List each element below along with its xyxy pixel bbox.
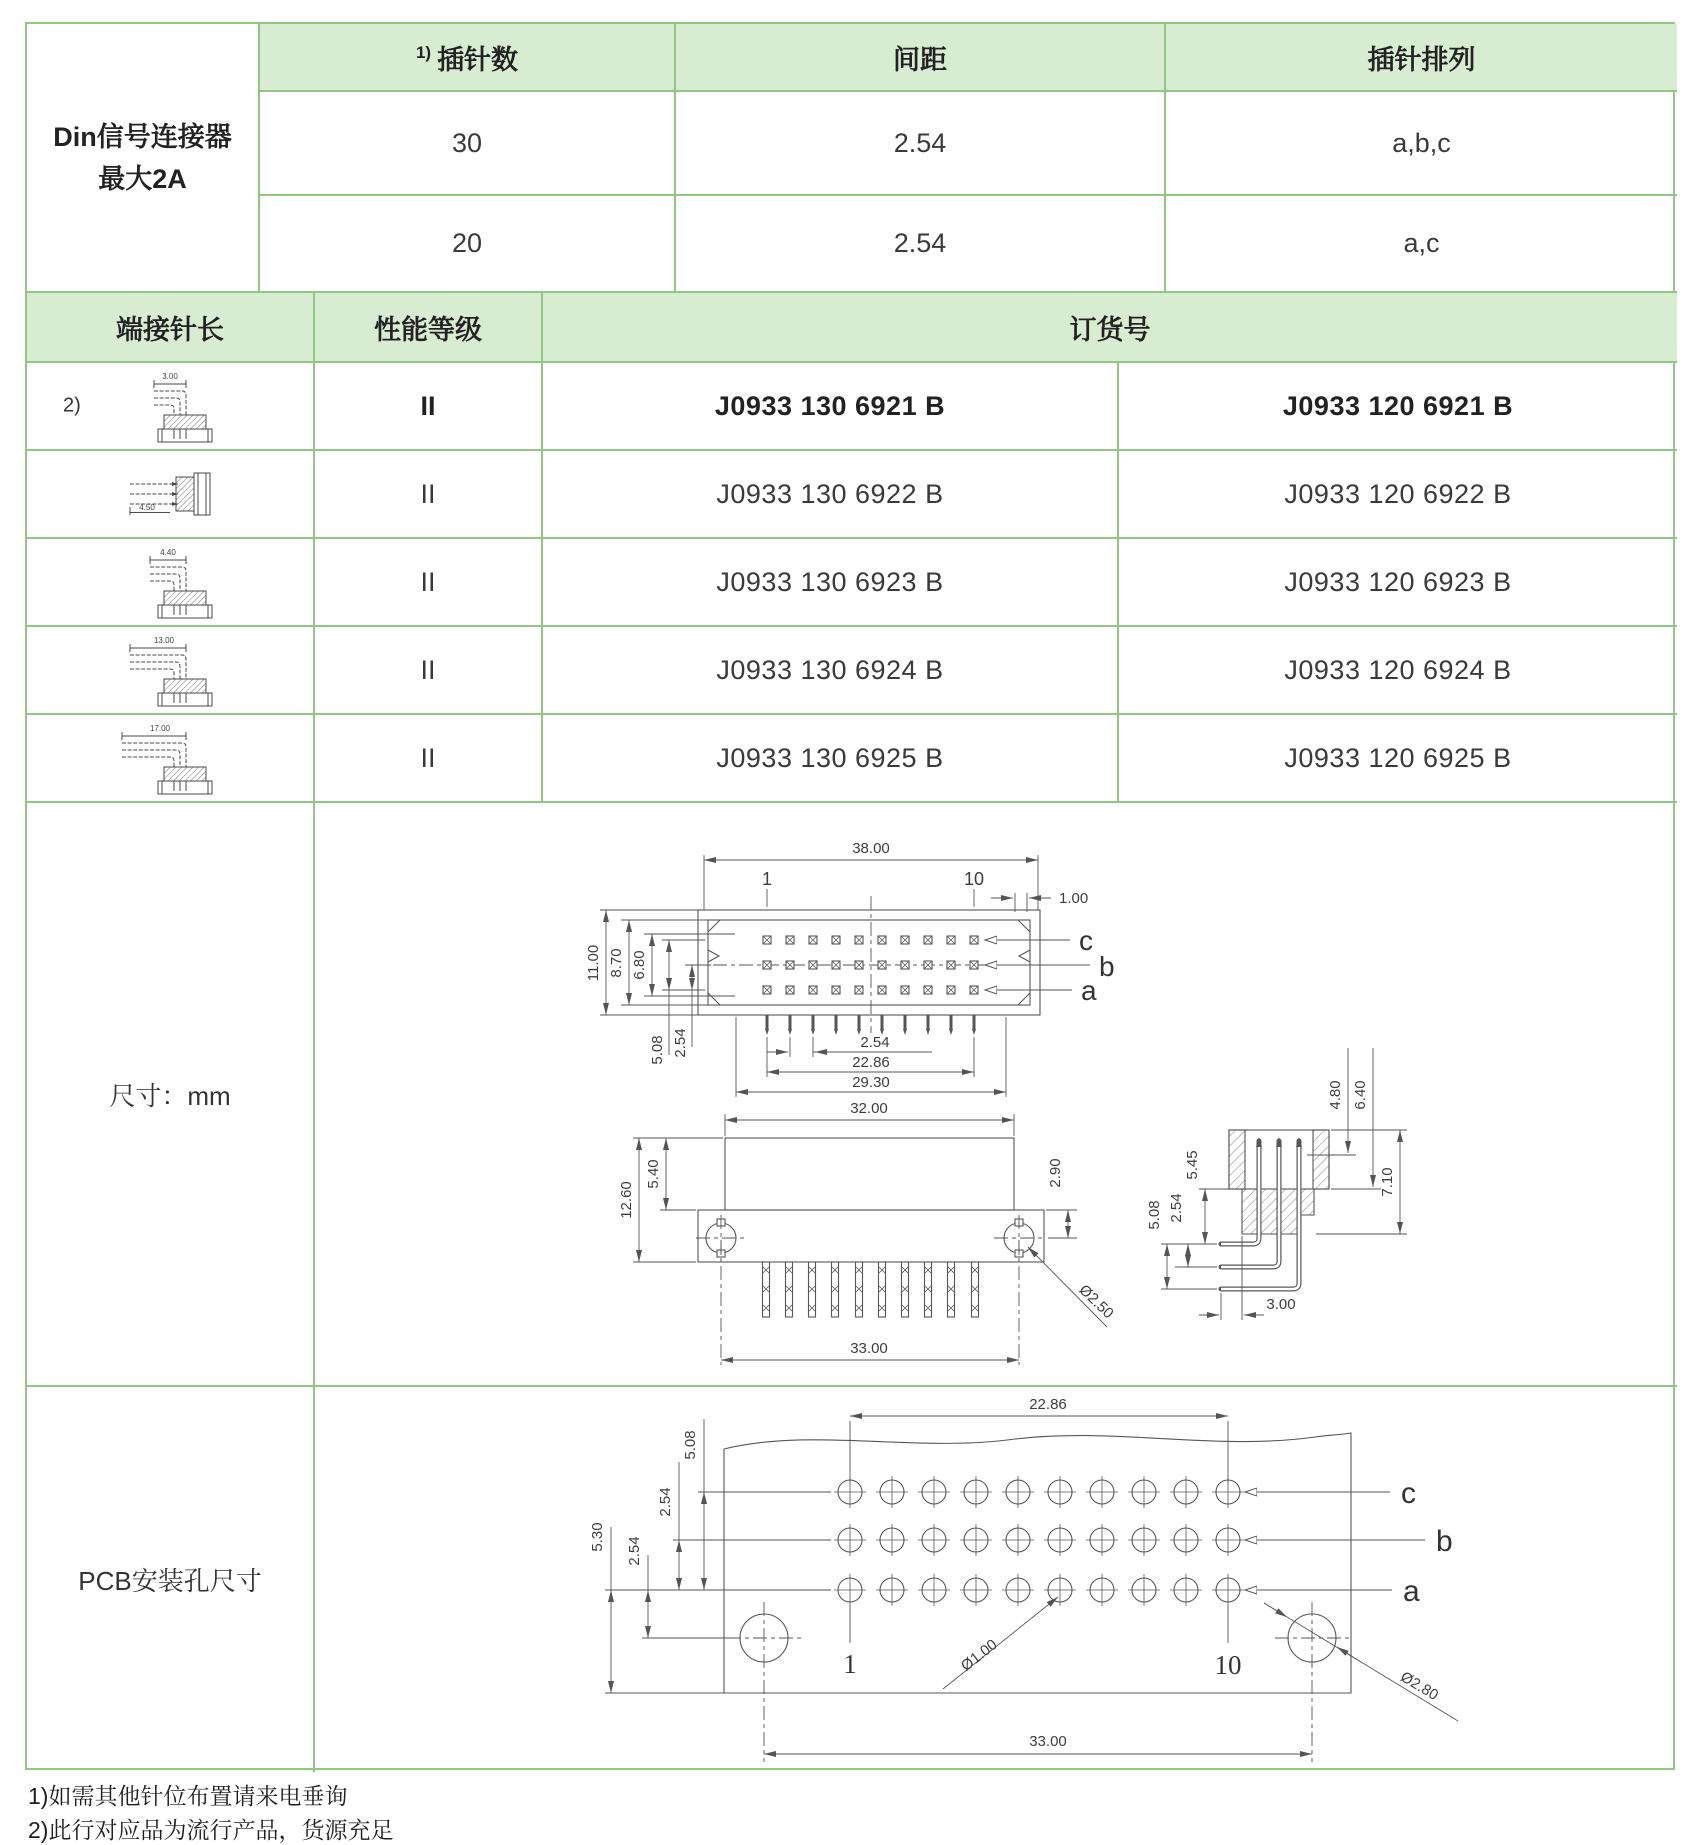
order-row-4-drawing-cell — [27, 715, 315, 803]
pcb-row-a-label: a — [1403, 1575, 1420, 1608]
pin-length-drawing-straight-4.5mm — [120, 471, 220, 517]
dim-pcb-row-pitch-2: 2.54 — [626, 1536, 643, 1566]
top-view-body — [698, 896, 1040, 1033]
dim-pitch: 2.54 — [860, 1034, 890, 1051]
order-row-2-number-20pin — [1119, 539, 1677, 627]
grade-value: II — [420, 654, 436, 685]
dim-shoulder: 5.40 — [645, 1159, 662, 1189]
dim-side-row-span: 5.08 — [1146, 1200, 1163, 1230]
dim-pcb-row-pitch-1: 2.54 — [657, 1487, 674, 1517]
order-number: J0933 120 6924 B — [1284, 654, 1512, 685]
pcb-hole-drawing — [315, 1387, 1677, 1772]
order-number: J0933 120 6925 B — [1284, 742, 1512, 773]
front-view-body — [696, 1138, 1044, 1262]
spec-row-1-arrangement — [1166, 196, 1677, 293]
dim-cavity-depth: 6.40 — [1352, 1080, 1369, 1110]
pin-length-dim: 13.00 — [153, 636, 175, 645]
header-pin-length-label: 端接针长 — [116, 314, 224, 345]
order-row-2-grade — [315, 539, 543, 627]
top-view-dimensions — [600, 855, 1090, 1097]
spec-row-0-pin-count — [260, 92, 676, 196]
grade-value: II — [420, 478, 436, 509]
header-pin-length — [27, 293, 315, 363]
pin-length-drawing-right-angle-3mm — [120, 369, 220, 443]
order-number: J0933 130 6921 B — [714, 390, 946, 421]
datasheet-table — [25, 22, 1675, 1770]
header-pitch-label: 间距 — [893, 44, 947, 75]
grade-value: II — [420, 742, 436, 773]
pcb-dimensions — [605, 1416, 1458, 1754]
order-row-2-number-30pin — [543, 539, 1119, 627]
row-b-label: b — [1099, 951, 1115, 982]
dim-pcb-hole-span: 33.00 — [1029, 1733, 1067, 1750]
header-arrangement — [1166, 24, 1677, 92]
pin-length-dim: 4.50 — [139, 503, 155, 512]
footnote-2: 2)此行对应品为流行产品，货源充足 — [28, 1817, 394, 1843]
footnote-1: 1)如需其他针位布置请来电垂询 — [28, 1783, 348, 1809]
dim-hole-dia: Ø2.50 — [1075, 1281, 1117, 1323]
arrangement-value: a,b,c — [1392, 127, 1451, 158]
dim-side-row-pitch: 2.54 — [1168, 1193, 1185, 1223]
pin-length-drawing-right-angle-17mm — [120, 721, 220, 795]
dimensions-drawing-cell — [315, 803, 1677, 1387]
pitch-value: 2.54 — [893, 127, 947, 158]
order-row-1-grade — [315, 451, 543, 539]
order-number: J0933 130 6924 B — [716, 654, 944, 685]
pcb-pin-10-label: 10 — [1214, 1650, 1242, 1680]
order-number: J0933 130 6923 B — [716, 566, 944, 597]
order-row-2-drawing-cell — [27, 539, 315, 627]
header-pin-count — [260, 24, 676, 92]
order-row-0-number-30pin — [543, 363, 1119, 451]
dim-pcb-pin-span: 22.86 — [1029, 1396, 1067, 1413]
dim-pcb-row-span: 5.08 — [682, 1430, 699, 1460]
side-view-dimensions — [1161, 1048, 1407, 1320]
top-view-pin-tails — [765, 1015, 976, 1035]
dim-front-height: 12.60 — [618, 1181, 635, 1219]
order-row-3-drawing-cell — [27, 627, 315, 715]
pcb-drawing-cell — [315, 1387, 1677, 1772]
order-row-0-number-20pin — [1119, 363, 1677, 451]
dim-tail-span: 5.08 — [649, 1035, 666, 1065]
order-number: J0933 130 6925 B — [716, 742, 944, 773]
pcb-pin-1-label: 1 — [843, 1649, 857, 1679]
pin-length-drawing-right-angle-13mm — [120, 633, 220, 707]
dimension-drawings — [315, 803, 1677, 1387]
pcb-pin-hole-grid — [834, 1476, 1244, 1606]
order-row-4-number-20pin — [1119, 715, 1677, 803]
header-order-no — [543, 293, 1677, 363]
pcb-label-cell — [27, 1387, 315, 1772]
front-view-dimensions — [633, 1114, 1107, 1365]
footnote-ref-2: 2) — [63, 394, 81, 417]
pin-length-dim: 17.00 — [149, 724, 171, 733]
product-cell — [27, 24, 260, 293]
dim-pin-depth: 4.80 — [1327, 1080, 1344, 1110]
order-number: J0933 130 6922 B — [716, 478, 944, 509]
order-number: J0933 120 6923 B — [1284, 566, 1512, 597]
header-grade-label: 性能等级 — [374, 314, 482, 345]
header-order-no-label: 订货号 — [1069, 314, 1151, 345]
dim-row-span: 6.80 — [631, 950, 648, 980]
dim-pcb-mount-hole-dia: Ø2.80 — [1397, 1668, 1442, 1704]
pin-length-drawing-right-angle-4.4mm — [120, 545, 220, 619]
header-grade — [315, 293, 543, 363]
order-row-1-number-20pin — [1119, 451, 1677, 539]
pin-count-value: 30 — [451, 127, 483, 158]
pcb-label: PCB安装孔尺寸 — [78, 1566, 262, 1596]
order-row-4-grade — [315, 715, 543, 803]
dim-pcb-edge-offset: 5.30 — [589, 1522, 606, 1552]
dim-overall-width: 38.00 — [852, 840, 890, 857]
spec-row-1-pin-count — [260, 196, 676, 293]
spec-row-0-pitch — [676, 92, 1166, 196]
dimensions-label-cell — [27, 803, 315, 1387]
footnote-ref-1: 1) — [415, 43, 432, 62]
grade-value: II — [420, 566, 436, 597]
order-row-1-number-30pin — [543, 451, 1119, 539]
row-a-label: a — [1081, 975, 1097, 1006]
spec-row-0-arrangement — [1166, 92, 1677, 196]
order-number: J0933 120 6922 B — [1284, 478, 1512, 509]
dim-height: 11.00 — [585, 944, 602, 982]
front-view-pins — [763, 1262, 979, 1317]
dim-seat: 5.45 — [1184, 1150, 1201, 1180]
dim-pin-offset: 3.00 — [1266, 1296, 1296, 1313]
product-name: Din信号连接器 — [53, 121, 232, 152]
order-row-4-number-30pin — [543, 715, 1119, 803]
product-rating: 最大2A — [98, 163, 187, 194]
dim-hole-span: 33.00 — [850, 1340, 888, 1357]
dim-row-pitch: 2.54 — [672, 1028, 689, 1058]
pin-1-label: 1 — [761, 869, 773, 889]
order-row-3-number-20pin — [1119, 627, 1677, 715]
dim-pin-span: 22.86 — [852, 1054, 890, 1071]
pin-length-dim: 4.40 — [160, 548, 176, 557]
pcb-row-c-label: c — [1401, 1477, 1416, 1510]
order-number: J0933 120 6921 B — [1282, 390, 1514, 421]
spec-row-1-pitch — [676, 196, 1166, 293]
arrangement-value: a,c — [1403, 228, 1440, 258]
pcb-row-b-label: b — [1436, 1525, 1453, 1558]
order-row-0-grade — [315, 363, 543, 451]
order-row-3-grade — [315, 627, 543, 715]
header-pin-count-label: 插针数 — [437, 44, 519, 75]
order-row-1-drawing-cell — [27, 451, 315, 539]
header-pitch — [676, 24, 1166, 92]
order-row-3-number-30pin — [543, 627, 1119, 715]
dim-shroud-height: 8.70 — [608, 948, 625, 978]
pitch-value: 2.54 — [893, 228, 947, 258]
order-row-0-drawing-cell — [27, 363, 315, 451]
grade-value: II — [420, 390, 436, 421]
dim-body-width: 32.00 — [850, 1100, 888, 1117]
dimensions-label: 尺寸：mm — [109, 1080, 231, 1111]
dim-flange-step: 2.90 — [1047, 1158, 1064, 1188]
header-arrangement-label: 插针排列 — [1367, 44, 1476, 75]
dim-end-gap: 1.00 — [1059, 890, 1089, 907]
pin-length-dim: 3.00 — [162, 372, 178, 381]
dim-pcb-pin-hole-dia: Ø1.00 — [957, 1636, 1001, 1675]
dim-base-width: 29.30 — [852, 1074, 890, 1091]
pcb-outline — [724, 1433, 1351, 1762]
pin-10-label: 10 — [963, 869, 985, 889]
dim-body-height: 7.10 — [1379, 1167, 1396, 1197]
row-c-label: c — [1079, 925, 1093, 956]
pin-count-value: 20 — [451, 228, 483, 258]
